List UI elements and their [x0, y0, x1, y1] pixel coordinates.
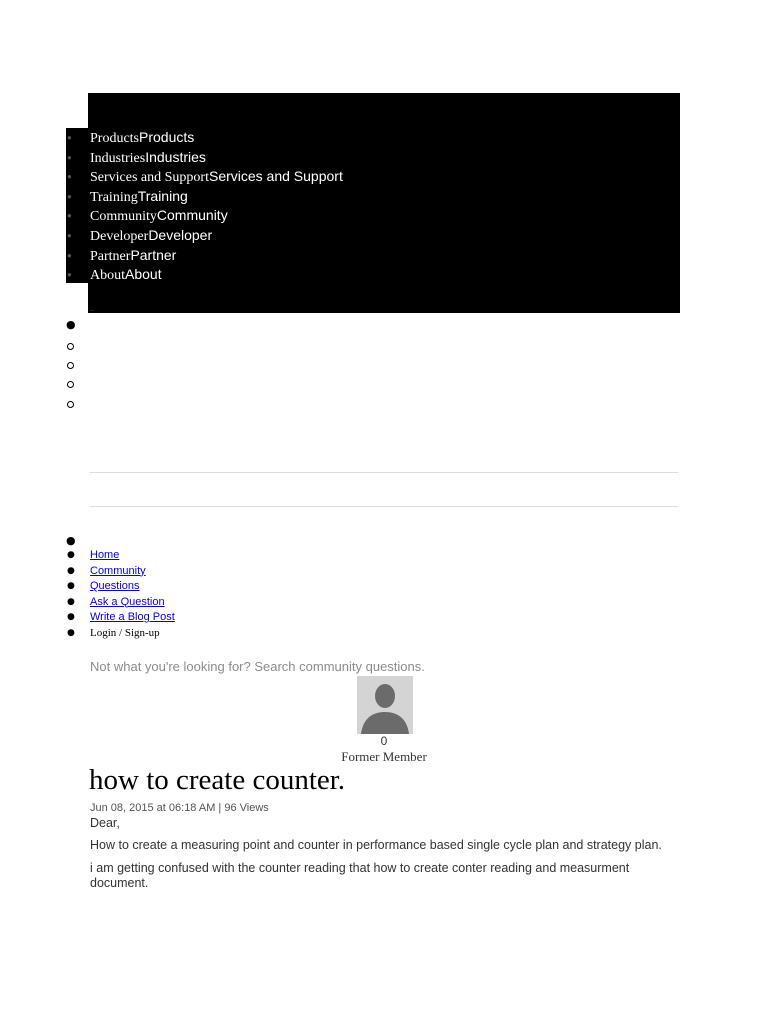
nav-item-industries[interactable] — [66, 148, 343, 168]
nav-item-label: Industries — [90, 150, 146, 166]
breadcrumb-item-login — [66, 626, 175, 642]
bullet-icon: ● — [67, 270, 72, 280]
search-community-hint[interactable]: Not what you're looking for? Search community questions. — [90, 659, 425, 674]
nav-item-training[interactable] — [66, 187, 343, 207]
breadcrumb-item-questions — [66, 579, 175, 595]
question-paragraph: How to create a measuring point and counter in performance based single cycle plan and strategy plan. — [90, 838, 662, 852]
breadcrumb-item-ask — [66, 595, 175, 611]
bullet-icon: ● — [67, 596, 75, 607]
nav-item-developer[interactable] — [66, 226, 343, 246]
nav-item-label: Partner — [90, 248, 131, 264]
banner-underscore: _ — [90, 302, 95, 311]
nav-item-label: Community — [156, 207, 228, 224]
circle-bullet-icon — [67, 343, 74, 350]
circle-bullet-icon — [67, 401, 74, 408]
bullet-icon: ● — [67, 211, 72, 221]
bullet-icon: ● — [67, 612, 75, 622]
nav-item-label: Industries — [145, 148, 206, 165]
bullet-icon: ● — [67, 191, 72, 201]
avatar[interactable] — [357, 676, 413, 734]
bullet-icon: ● — [67, 550, 75, 560]
ask-question-link[interactable]: Ask a Question — [90, 595, 165, 608]
nav-item-partner[interactable] — [66, 246, 343, 266]
bullet-icon: ● — [67, 565, 75, 576]
bullet-icon: ● — [67, 230, 72, 240]
nav-item-label: Developer — [148, 226, 213, 243]
circle-bullet-icon — [67, 381, 74, 388]
question-body — [90, 816, 680, 899]
nav-item-community[interactable] — [66, 206, 343, 226]
community-link[interactable]: Community — [90, 564, 146, 577]
user-silhouette-icon — [357, 676, 413, 734]
nav-item-label: Community — [90, 209, 157, 225]
nav-item-label: Partner — [130, 246, 177, 263]
nav-item-label: Services and Support — [90, 170, 209, 186]
nav-item-label: Developer — [90, 228, 149, 244]
bullet-icon: ● — [67, 133, 72, 142]
questions-link[interactable]: Questions — [90, 580, 140, 592]
divider — [90, 506, 678, 507]
login-signup-link[interactable]: Login / Sign-up — [90, 626, 160, 639]
question-paragraph: i am getting confused with the counter reading that how to create conter reading and measurment document. — [90, 861, 630, 890]
bullet-icon: ● — [67, 581, 75, 591]
breadcrumb-item-home — [66, 548, 175, 564]
nav-item-label: Training — [90, 189, 138, 205]
nav-item-about[interactable] — [66, 265, 343, 285]
nav-item-label: Training — [137, 187, 188, 204]
divider — [90, 472, 678, 473]
write-blog-link[interactable]: Write a Blog Post — [90, 611, 175, 623]
bullet-icon: ● — [66, 534, 76, 547]
breadcrumb — [66, 548, 175, 641]
bullet-icon: ● — [67, 250, 72, 260]
author-name[interactable]: Former Member — [341, 749, 427, 764]
nav-item-products[interactable] — [66, 128, 343, 148]
home-link[interactable]: Home — [90, 549, 120, 561]
nav-item-services[interactable] — [66, 167, 343, 187]
author-points: 0 — [380, 734, 388, 748]
breadcrumb-item-blog — [66, 610, 175, 626]
bullet-icon: ● — [67, 172, 72, 182]
question-title: how to create counter. — [89, 764, 346, 796]
circle-bullet-icon — [67, 362, 74, 369]
bullet-icon: ● — [66, 318, 76, 331]
question-meta: Jun 08, 2015 at 06:18 AM | 96 Views — [90, 802, 269, 814]
breadcrumb-item-community — [66, 564, 175, 580]
nav-item-label: Products — [90, 131, 139, 146]
question-greeting: Dear, — [90, 816, 120, 830]
nav-item-label: About — [125, 266, 162, 283]
nav-item-label: Products — [139, 129, 195, 145]
bullet-icon: ● — [67, 627, 75, 638]
bullet-icon: ● — [67, 152, 72, 162]
main-nav — [66, 128, 343, 285]
nav-item-label: Services and Support — [208, 168, 343, 185]
nav-item-label: About — [90, 268, 125, 284]
